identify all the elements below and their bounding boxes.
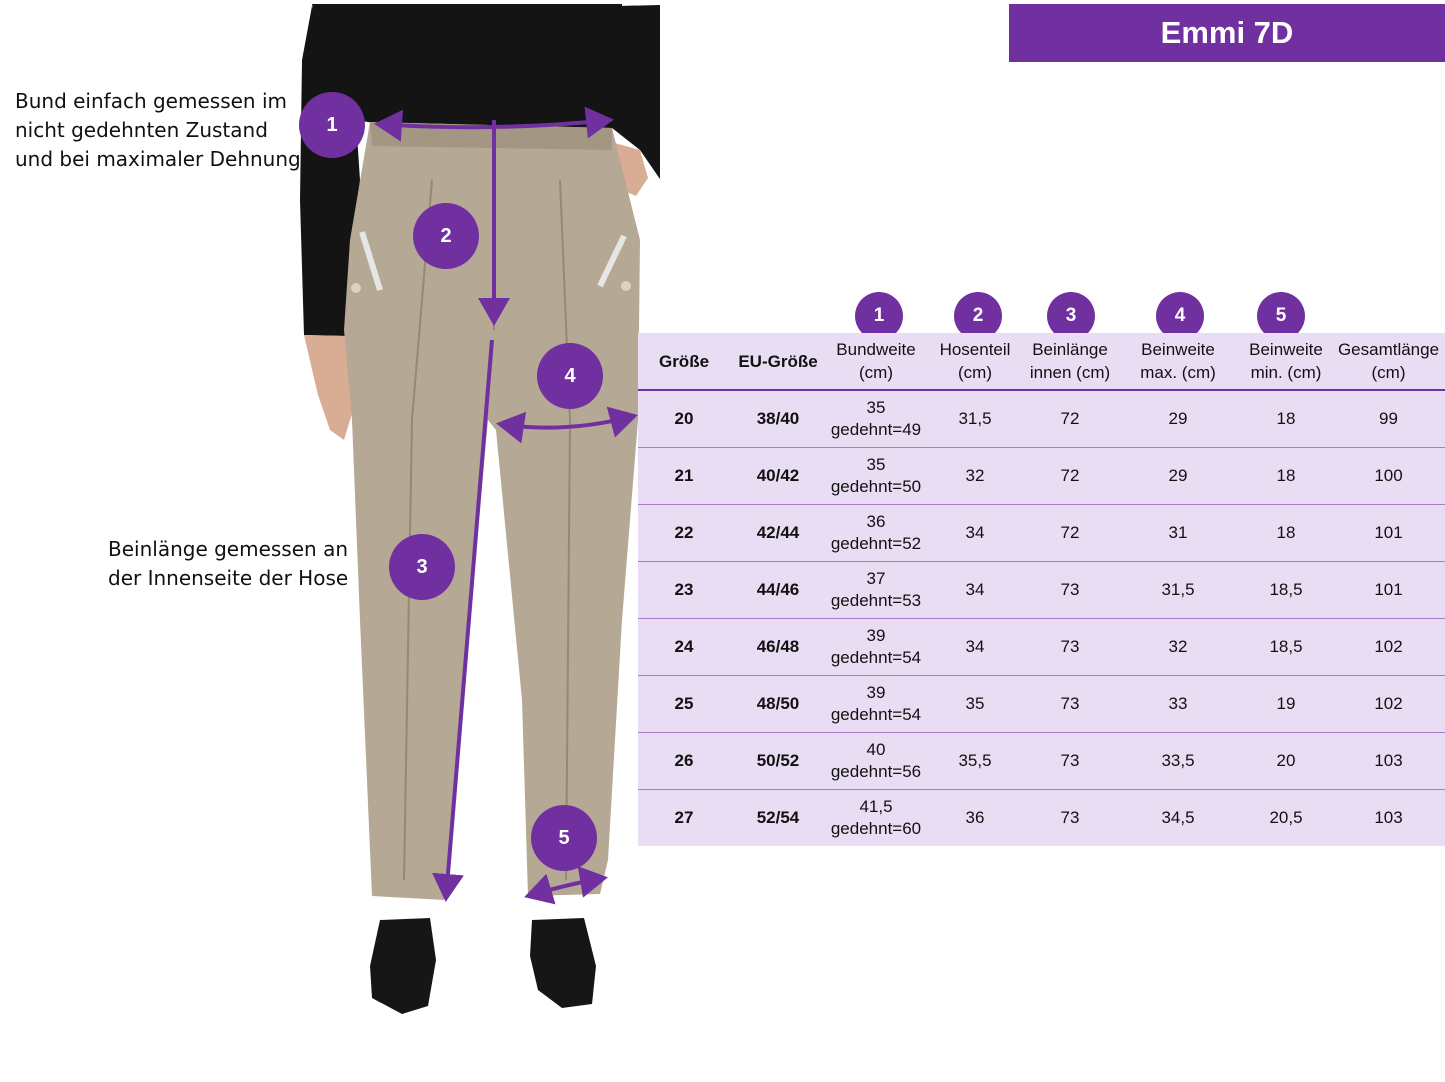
- cell-rise: 35: [926, 676, 1024, 733]
- table-row: [638, 390, 1445, 448]
- cell-total-length: 100: [1332, 448, 1445, 505]
- waist-value: 40: [866, 740, 886, 759]
- header-eu-size: EU-Größe: [730, 333, 826, 390]
- cell-size: 27: [674, 808, 694, 827]
- cell-inseam: 72: [1024, 390, 1116, 448]
- table-row: [638, 505, 1445, 562]
- cell-inseam: 73: [1024, 676, 1116, 733]
- marker-4: 4: [537, 343, 603, 409]
- table-row: [638, 733, 1445, 790]
- waist-value: 41,5: [859, 797, 893, 816]
- cell-leg-width-min: 18,5: [1240, 619, 1332, 676]
- cell-size: 22: [638, 505, 730, 562]
- right-shoe: [530, 918, 596, 1008]
- marker-2: 2: [413, 203, 479, 269]
- header-marker-1: 1: [855, 292, 903, 340]
- cell-size: 20: [638, 390, 730, 448]
- cell-leg-width-min: 20,5: [1269, 808, 1303, 827]
- table-row: [638, 448, 1445, 505]
- cell-rise: 31,5: [926, 390, 1024, 448]
- cell-eu-size: 48/50: [730, 676, 826, 733]
- cell-waist: [826, 505, 926, 562]
- header-marker-4: 4: [1156, 292, 1204, 340]
- cell-eu-size: 44/46: [730, 562, 826, 619]
- cell-eu-size: 38/40: [730, 390, 826, 448]
- marker-5: 5: [531, 805, 597, 871]
- cell-size: 23: [638, 562, 730, 619]
- cell-waist: [826, 448, 926, 505]
- table-row: [638, 562, 1445, 619]
- header-size: Größe: [638, 333, 730, 390]
- waist-value: 35: [866, 398, 886, 417]
- left-shoe: [370, 918, 436, 1014]
- cell-leg-width-min: 20: [1240, 733, 1332, 790]
- cell-total-length: 102: [1332, 676, 1445, 733]
- waist-stretched-value: gedehnt=50: [830, 477, 922, 496]
- header-leg-width-min: Beinweite min. (cm): [1240, 333, 1332, 390]
- cell-inseam: 73: [1024, 562, 1116, 619]
- cell-eu-size: 46/48: [730, 619, 826, 676]
- waist-stretched-value: gedehnt=54: [830, 648, 922, 667]
- cell-waist: [826, 676, 926, 733]
- cell-total-length: 101: [1332, 562, 1445, 619]
- waist-stretched-value: gedehnt=54: [830, 705, 922, 724]
- cell-leg-width-max: 33: [1116, 676, 1240, 733]
- cell-rise: 34: [926, 505, 1024, 562]
- cell-inseam: 73: [1060, 808, 1080, 827]
- size-table: [638, 333, 1445, 846]
- cell-inseam: 72: [1024, 505, 1116, 562]
- product-title: Emmi 7D: [1009, 4, 1445, 62]
- cell-waist: [826, 790, 926, 847]
- header-rise: Hosenteil (cm): [926, 333, 1024, 390]
- cell-leg-width-max: 34,5: [1161, 808, 1195, 827]
- cell-leg-width-min: 18: [1240, 390, 1332, 448]
- cell-leg-width-max: 29: [1116, 390, 1240, 448]
- table-header-row: [638, 333, 1445, 390]
- waist-value: 36: [866, 512, 886, 531]
- cell-waist: [826, 390, 926, 448]
- waist-value: 37: [866, 569, 886, 588]
- cell-size: 25: [638, 676, 730, 733]
- header-leg-width-max: Beinweite max. (cm): [1116, 333, 1240, 390]
- cell-total-length: 99: [1332, 390, 1445, 448]
- cell-inseam: 73: [1024, 733, 1116, 790]
- cell-leg-width-max: 31: [1116, 505, 1240, 562]
- cell-eu-size: 40/42: [730, 448, 826, 505]
- cell-total-length: 103: [1332, 733, 1445, 790]
- table-row: [638, 676, 1445, 733]
- cell-leg-width-min: 18: [1240, 505, 1332, 562]
- cell-waist: [826, 733, 926, 790]
- cell-rise: 36: [965, 808, 985, 827]
- waist-value: 39: [866, 683, 886, 702]
- header-waist: Bundweite (cm): [826, 333, 926, 390]
- cell-total-length: 101: [1332, 505, 1445, 562]
- cell-rise: 34: [926, 619, 1024, 676]
- header-inseam: Beinlänge innen (cm): [1024, 333, 1116, 390]
- waist-note: Bund einfach gemessen im nicht gedehnten Zustand und bei maximaler Dehnung: [15, 89, 301, 171]
- marker-1: 1: [299, 92, 365, 158]
- cell-inseam: 73: [1024, 619, 1116, 676]
- waist-value: 35: [866, 455, 886, 474]
- cell-waist: [826, 562, 926, 619]
- cell-leg-width-min: 18: [1240, 448, 1332, 505]
- cell-leg-width-max: 33,5: [1116, 733, 1240, 790]
- cell-leg-width-max: 32: [1116, 619, 1240, 676]
- header-total-length: Gesamtlänge (cm): [1332, 333, 1445, 390]
- header-marker-2: 2: [954, 292, 1002, 340]
- waist-stretched-value: gedehnt=56: [830, 762, 922, 781]
- cell-inseam: 72: [1024, 448, 1116, 505]
- cell-leg-width-min: 18,5: [1240, 562, 1332, 619]
- header-marker-5: 5: [1257, 292, 1305, 340]
- waist-stretched-value: gedehnt=49: [830, 420, 922, 439]
- cell-total-length: 103: [1374, 808, 1403, 827]
- cell-leg-width-max: 29: [1116, 448, 1240, 505]
- cell-total-length: 102: [1332, 619, 1445, 676]
- waist-stretched-value: gedehnt=52: [830, 534, 922, 553]
- cell-eu-size: 42/44: [730, 505, 826, 562]
- cell-size: 21: [638, 448, 730, 505]
- cell-leg-width-min: 19: [1240, 676, 1332, 733]
- table-row: [638, 619, 1445, 676]
- cell-leg-width-max: 31,5: [1116, 562, 1240, 619]
- waist-value: 39: [866, 626, 886, 645]
- marker-3: 3: [389, 534, 455, 600]
- cell-size: 26: [638, 733, 730, 790]
- cell-rise: 32: [926, 448, 1024, 505]
- header-marker-3: 3: [1047, 292, 1095, 340]
- cell-rise: 34: [926, 562, 1024, 619]
- waist-stretched-value: gedehnt=60: [830, 819, 922, 838]
- waist-stretched-value: gedehnt=53: [830, 591, 922, 610]
- cell-size: 24: [638, 619, 730, 676]
- table-row: [638, 790, 1445, 847]
- inseam-note: Beinlänge gemessen an der Innenseite der Hose: [108, 537, 349, 590]
- cell-eu-size: 50/52: [730, 733, 826, 790]
- cell-eu-size: 52/54: [756, 808, 800, 827]
- cell-waist: [826, 619, 926, 676]
- cell-rise: 35,5: [926, 733, 1024, 790]
